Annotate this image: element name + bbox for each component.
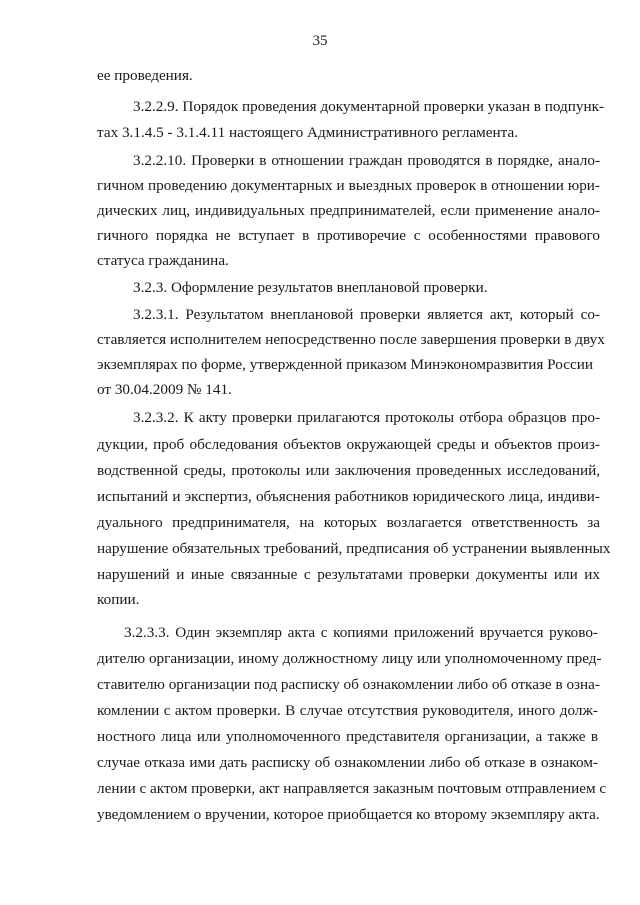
text-line: гичном проведению документарных и выездных проверок в отношении юри- [97, 177, 600, 194]
text-line: испытаний и экспертиз, объяснения работников юридического лица, индиви- [97, 488, 600, 505]
page-number: 35 [312, 33, 328, 49]
text-line: тах 3.1.4.5 - 3.1.4.11 настоящего Административного регламента. [97, 124, 519, 141]
text-line: ностного лица или уполномоченного представителя организации, а также в [97, 728, 598, 745]
text-line: 3.2.3.2. К акту проверки прилагаются протоколы отбора образцов про- [133, 409, 600, 426]
text-line: случае отказа ими дать расписку об ознакомлении либо об отказе в ознаком- [97, 754, 598, 771]
text-line: копии. [97, 591, 140, 608]
text-line: ее проведения. [97, 67, 193, 84]
text-line: статуса гражданина. [97, 252, 229, 269]
text-line: нарушение обязательных требований, предписания об устранении выявленных [97, 540, 611, 557]
text-line: 3.2.3.3. Один экземпляр акта с копиями приложений вручается руково- [124, 624, 598, 641]
text-line: 3.2.3.1. Результатом внеплановой проверки является акт, который со- [133, 306, 600, 323]
text-line: нарушений и иные связанные с результатами проверки документы или их [97, 566, 600, 583]
text-line: 3.2.2.10. Проверки в отношении граждан проводятся в порядке, анало- [133, 152, 600, 169]
text-line: ставителю организации под расписку об ознакомлении либо об отказе в озна- [97, 676, 600, 693]
section-heading: 3.2.3. Оформление результатов внеплановой проверки. [133, 279, 488, 296]
text-line: дукции, проб обследования объектов окружающей среды и объектов произ- [97, 436, 600, 453]
text-line: комлении с актом проверки. В случае отсутствия руководителя, иного долж- [97, 702, 598, 719]
text-line: дических лиц, индивидуальных предпринимателей, если применение анало- [97, 202, 600, 219]
text-line: ставляется исполнителем непосредственно после завершения проверки в двух [97, 331, 605, 348]
text-line: водственной среды, протоколы или заключения проведенных исследований, [97, 462, 600, 479]
text-line: лении с актом проверки, акт направляется заказным почтовым отправлением с [97, 780, 607, 797]
text-line: уведомлением о вручении, которое приобщается ко второму экземпляру акта. [97, 806, 600, 823]
text-line: дителю организации, иному должностному лицу или уполномоченному пред- [97, 650, 602, 667]
text-line: дуального предпринимателя, на которых возлагается ответственность за [97, 514, 600, 531]
text-line: гичного порядка не вступает в противоречие с особенностями правового [97, 227, 600, 244]
text-line: от 30.04.2009 № 141. [97, 381, 232, 398]
text-line: 3.2.2.9. Порядок проведения документарной проверки указан в подпунк- [133, 98, 605, 115]
text-line: экземплярах по форме, утвержденной приказом Минэкономразвития России [97, 356, 593, 373]
